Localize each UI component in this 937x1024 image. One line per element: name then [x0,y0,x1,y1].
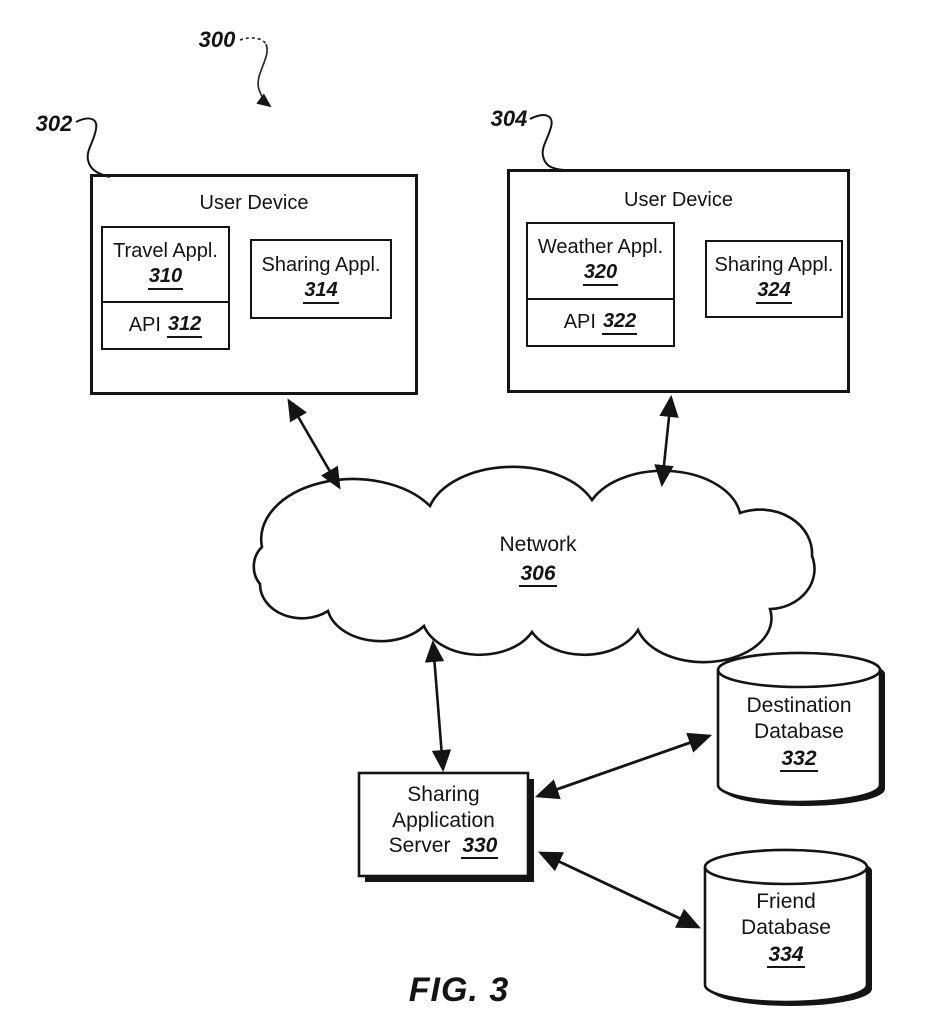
ref-label-302: 302 [35,111,73,136]
network-name: Network [499,533,577,556]
server-line2: Application [392,808,495,832]
network-server-arrow [433,643,443,769]
server-friend-db-arrow [541,853,698,927]
destination-database-label [718,693,880,772]
device1-network-arrow [289,401,339,487]
friend-db-ref: 334 [768,943,804,967]
destination-db-line2: Database [754,719,844,743]
weather-app-label: Weather Appl. [537,236,664,258]
sharing-app-1-ref: 314 [303,279,338,304]
api-1-label: API [128,314,161,336]
server-line3: Server [388,834,451,858]
api-2-ref: 322 [602,310,637,335]
server-line1: Sharing [407,783,480,806]
travel-app-ref: 310 [148,265,183,290]
sharing-app-2-ref: 324 [756,279,791,304]
friend-database-label [705,889,867,968]
weather-app-ref: 320 [583,261,618,286]
ref-300-leader-arrow [258,44,270,106]
user-device-1-title: User Device [199,192,309,214]
travel-app-label: Travel Appl. [113,239,218,262]
api-1-box [101,301,230,350]
ref-302-leader [76,118,110,177]
user-device-2-title: User Device [624,189,733,211]
network-label [448,532,628,586]
destination-db-line1: Destination [746,694,852,717]
travel-app-box [101,226,230,303]
friend-db-line1: Friend [756,890,816,913]
ref-label-300: 300 [198,27,236,52]
sharing-app-1-box [250,239,392,319]
sharing-app-2-label: Sharing Appl. [714,254,834,276]
friend-db-line2: Database [741,915,831,939]
api-2-box [526,298,675,347]
figure-caption: FIG. 3 [408,971,510,1009]
weather-app-box [526,222,675,300]
destination-database-rim [718,653,880,687]
api-1-ref: 312 [167,313,202,338]
ref-304-leader [530,115,564,170]
friend-database-rim [705,850,867,884]
server-destination-db-arrow [538,736,709,796]
destination-db-ref: 332 [781,747,817,771]
sharing-app-1-label: Sharing Appl. [261,254,381,276]
sharing-app-2-box [705,240,843,318]
network-ref: 306 [520,561,556,585]
api-2-label: API [563,311,596,333]
ref-300-leader [240,38,266,44]
ref-label-304: 304 [490,106,528,131]
server-ref: 330 [462,834,498,858]
server-label [359,782,528,859]
